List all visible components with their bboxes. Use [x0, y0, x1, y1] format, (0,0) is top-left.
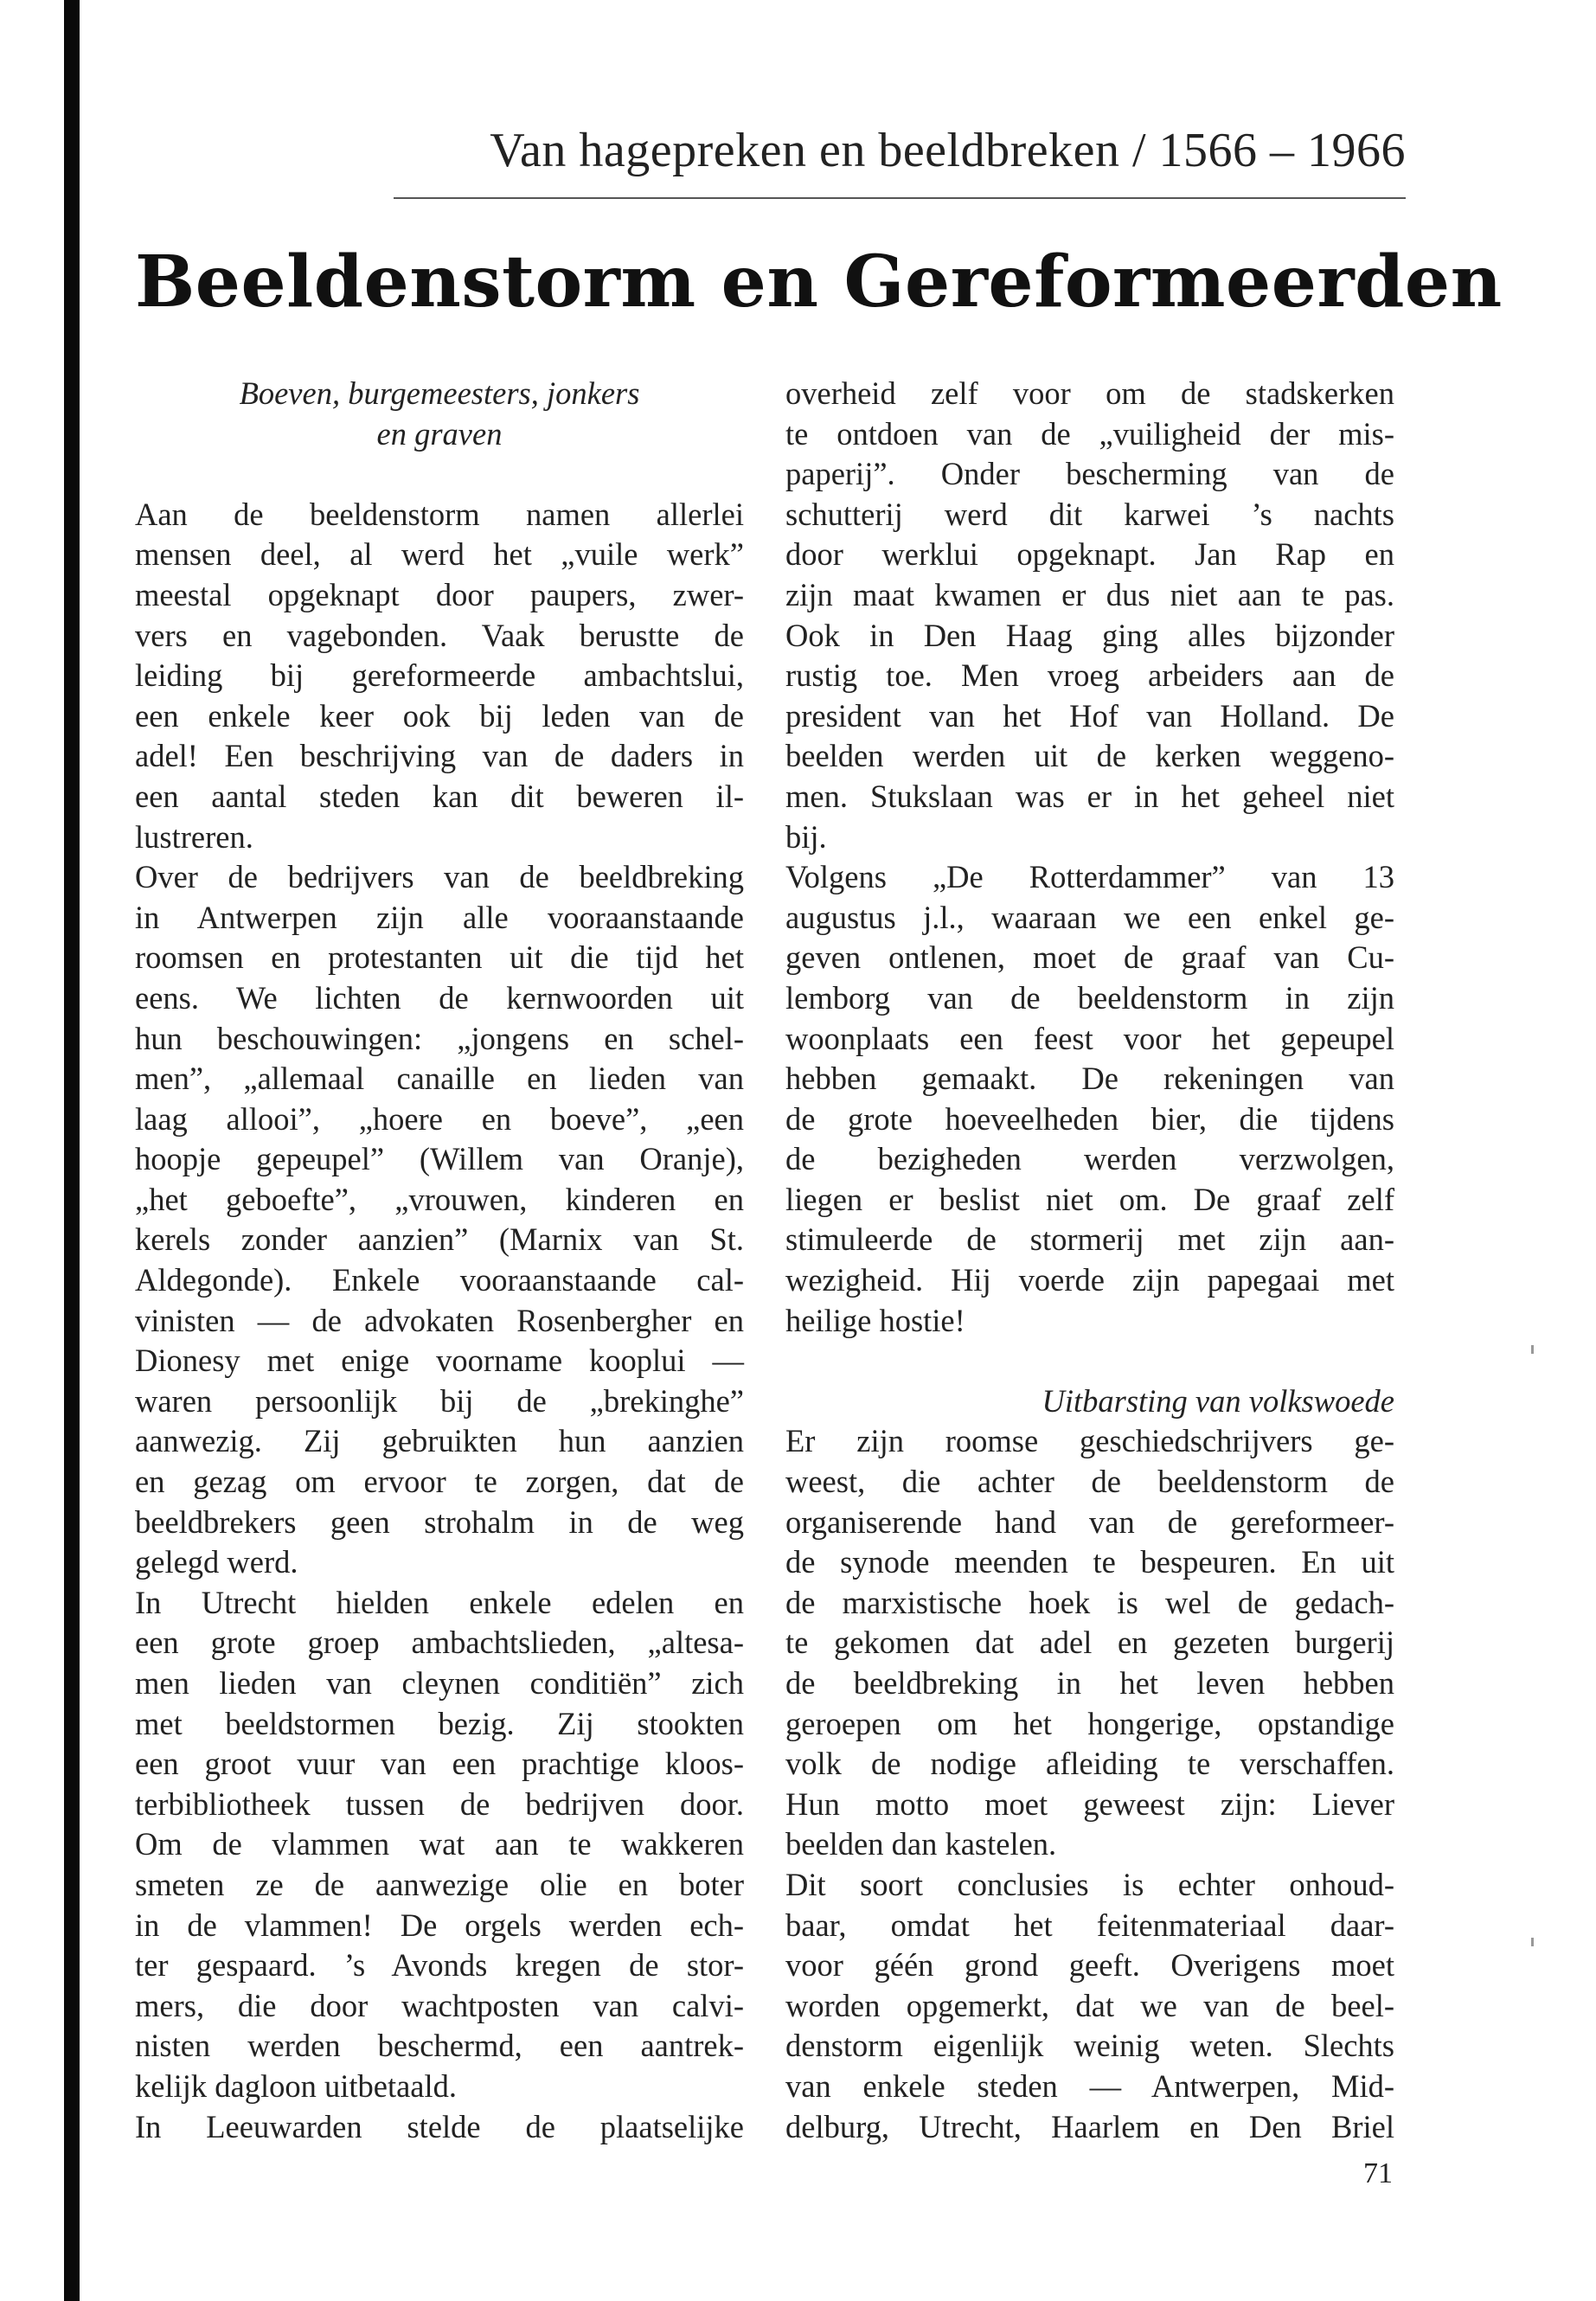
text-line: hoopje gepeupel” (Willem van Oranje),: [135, 1141, 744, 1177]
text-line: Ook in Den Haag ging alles bijzonder: [785, 617, 1394, 653]
text-line: geven ontlenen, moet de graaf van Cu-: [785, 939, 1394, 976]
text-line: Om de vlammen wat aan te wakkeren: [135, 1826, 744, 1862]
article-title: Beeldenstorm en Gereformeerden: [135, 240, 1503, 324]
text-line: eens. We lichten de kernwoorden uit: [135, 979, 744, 1016]
text-line: heilige hostie!: [785, 1302, 965, 1338]
text-line: Aan de beeldenstorm namen allerlei: [135, 496, 744, 532]
text-line: de synode meenden te bespeuren. En uit: [785, 1544, 1394, 1580]
text-line: gelegd werd.: [135, 1544, 298, 1580]
text-line: laag allooi”, „hoere en boeve”, „een: [135, 1100, 744, 1137]
text-line: woonplaats een feest voor het gepeupel: [785, 1020, 1394, 1056]
text-line: beeldbrekers geen strohalm in de weg: [135, 1503, 744, 1540]
text-line: een aantal steden kan dit beweren il-: [135, 778, 744, 814]
text-line: weest, die achter de beeldenstorm de: [785, 1464, 1394, 1500]
text-line: de marxistische hoek is wel de gedach-: [785, 1584, 1394, 1620]
text-line: president van het Hof van Holland. De: [785, 697, 1394, 734]
text-line: Er zijn roomse geschiedschrijvers ge-: [785, 1423, 1394, 1459]
text-line: de bezigheden werden verzwolgen,: [785, 1141, 1394, 1177]
text-line: Dit soort conclusies is echter onhoud-: [785, 1866, 1394, 1902]
text-line: in de vlammen! De orgels werden ech-: [135, 1907, 744, 1943]
text-line: kelijk dagloon uitbetaald.: [135, 2067, 458, 2104]
text-line: lemborg van de beeldenstorm in zijn: [785, 979, 1394, 1016]
text-line: roomsen en protestanten uit die tijd het: [135, 939, 744, 976]
text-line: In Leeuwarden stelde de plaatselijke: [135, 2108, 744, 2144]
text-line: overheid zelf voor om de stadskerken: [785, 375, 1394, 411]
page-number: 71: [1363, 2157, 1393, 2189]
text-line: beelden werden uit de kerken weggeno-: [785, 738, 1394, 774]
text-line: schutterij werd dit karwei ’s nachts: [785, 496, 1394, 532]
text-line: mensen deel, al werd het „vuile werk”: [135, 536, 744, 573]
section-subheading: Boeven, burgemeesters, jonkers: [239, 375, 640, 411]
text-line: men. Stukslaan was er in het geheel niet: [785, 778, 1394, 814]
text-line: vinisten — de advokaten Rosenbergher en: [135, 1302, 744, 1338]
text-line: en gezag om ervoor te zorgen, dat de: [135, 1464, 744, 1500]
text-line: mers, die door wachtposten van calvi-: [135, 1987, 744, 2023]
text-line: baar, omdat het feitenmateriaal daar-: [785, 1907, 1394, 1943]
text-line: te ontdoen van de „vuiligheid der mis-: [785, 415, 1394, 452]
text-line: voor géén grond geeft. Overigens moet: [785, 1947, 1394, 1984]
text-line: adel! Een beschrijving van de daders in: [135, 738, 744, 774]
text-line: lustreren.: [135, 818, 253, 855]
scan-mark: [1531, 1938, 1534, 1946]
text-line: kerels zonder aanzien” (Marnix van St.: [135, 1221, 744, 1258]
running-header: Van hagepreken en beeldbreken / 1566 – 1966: [490, 124, 1406, 177]
text-line: meestal opgeknapt door paupers, zwer-: [135, 576, 744, 612]
text-line: Dionesy met enige voorname kooplui —: [135, 1343, 744, 1379]
text-line: ter gespaard. ’s Avonds kregen de stor-: [135, 1947, 744, 1984]
text-line: nisten werden beschermd, een aantrek-: [135, 2028, 744, 2064]
text-line: door werklui opgeknapt. Jan Rap en: [785, 536, 1394, 573]
header-rule: [394, 197, 1406, 199]
section-subheading: en graven: [376, 415, 503, 452]
text-line: smeten ze de aanwezige olie en boter: [135, 1866, 744, 1902]
text-line: Over de bedrijvers van de beeldbreking: [135, 859, 744, 895]
text-line: van enkele steden — Antwerpen, Mid-: [785, 2067, 1394, 2104]
text-line: liegen er beslist niet om. De graaf zelf: [785, 1181, 1394, 1217]
left-text-column: [135, 374, 744, 2147]
text-line: geroepen om het hongerige, opstandige: [785, 1705, 1394, 1741]
text-line: volk de nodige afleiding te verschaffen.: [785, 1746, 1394, 1782]
text-line: een enkele keer ook bij leden van de: [135, 697, 744, 734]
text-line: organiserende hand van de gereformeer-: [785, 1503, 1394, 1540]
text-line: zijn maat kwamen er dus niet aan te pas.: [785, 576, 1394, 612]
text-line: een grote groep ambachtslieden, „altesa-: [135, 1625, 744, 1661]
scan-mark: [1531, 1345, 1534, 1354]
text-line: terbibliotheek tussen de bedrijven door.: [135, 1785, 744, 1822]
text-line: Volgens „De Rotterdammer” van 13: [785, 859, 1394, 895]
text-line: beelden dan kastelen.: [785, 1826, 1057, 1862]
text-line: vers en vagebonden. Vaak berustte de: [135, 617, 744, 653]
scan-binding-edge: [64, 0, 80, 2301]
text-line: „het geboefte”, „vrouwen, kinderen en: [135, 1181, 744, 1217]
text-line: Aldegonde). Enkele vooraanstaande cal-: [135, 1262, 744, 1298]
text-line: aanwezig. Zij gebruikten hun aanzien: [135, 1423, 744, 1459]
text-line: hun beschouwingen: „jongens en schel-: [135, 1020, 744, 1056]
text-line: in Antwerpen zijn alle vooraanstaande: [135, 899, 744, 935]
text-line: stimuleerde de stormerij met zijn aan-: [785, 1221, 1394, 1258]
right-text-column: [785, 374, 1394, 2147]
text-line: denstorm eigenlijk weinig weten. Slechts: [785, 2028, 1394, 2064]
text-line: waren persoonlijk bij de „brekinghe”: [135, 1382, 744, 1419]
text-line: worden opgemerkt, dat we van de beel-: [785, 1987, 1394, 2023]
text-line: de grote hoeveelheden bier, die tijdens: [785, 1100, 1394, 1137]
section-subheading: Uitbarsting van volkswoede: [1042, 1382, 1394, 1419]
text-line: paperij”. Onder bescherming van de: [785, 456, 1394, 492]
text-line: met beeldstormen bezig. Zij stookten: [135, 1705, 744, 1741]
text-line: Hun motto moet geweest zijn: Liever: [785, 1785, 1394, 1822]
text-line: een groot vuur van een prachtige kloos-: [135, 1746, 744, 1782]
text-line: bij.: [785, 818, 827, 855]
paragraph-gap: [785, 1341, 1394, 1381]
text-line: In Utrecht hielden enkele edelen en: [135, 1584, 744, 1620]
paragraph-gap: [135, 454, 744, 495]
text-line: men lieden van cleynen conditiën” zich: [135, 1665, 744, 1701]
text-line: rustig toe. Men vroeg arbeiders aan de: [785, 657, 1394, 694]
text-line: delburg, Utrecht, Haarlem en Den Briel: [785, 2108, 1394, 2144]
text-line: men”, „allemaal canaille en lieden van: [135, 1061, 744, 1097]
text-line: te gekomen dat adel en gezeten burgerij: [785, 1625, 1394, 1661]
text-line: augustus j.l., waaraan we een enkel ge-: [785, 899, 1394, 935]
text-line: hebben gemaakt. De rekeningen van: [785, 1061, 1394, 1097]
text-line: leiding bij gereformeerde ambachtslui,: [135, 657, 744, 694]
text-line: wezigheid. Hij voerde zijn papegaai met: [785, 1262, 1394, 1298]
text-line: de beeldbreking in het leven hebben: [785, 1665, 1394, 1701]
